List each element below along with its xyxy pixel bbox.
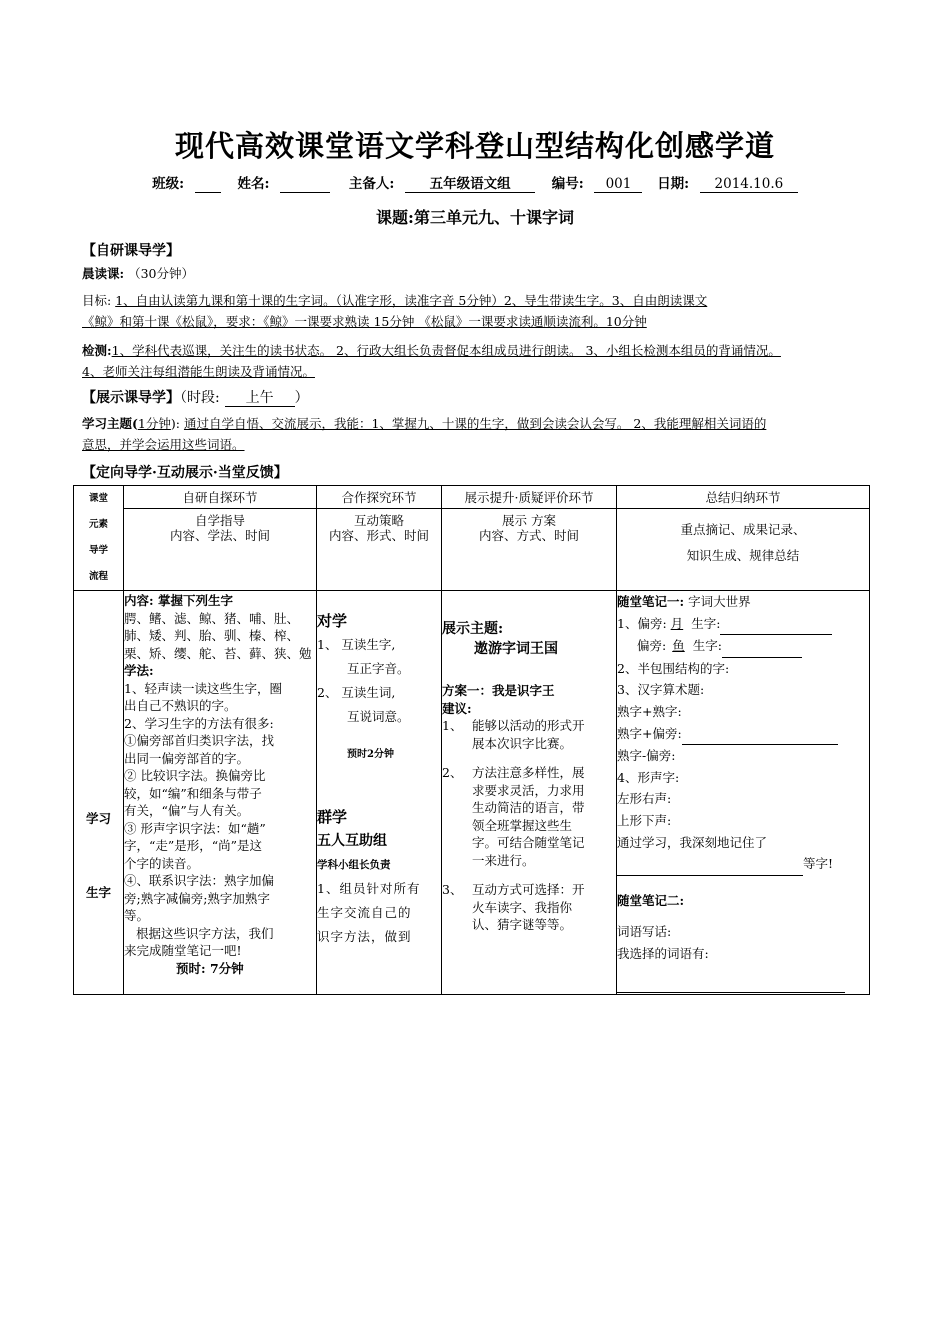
c4-r9: 左形右声: bbox=[617, 791, 672, 807]
c3-plan: 方案一：我是识字王 bbox=[442, 683, 555, 698]
c3-theme-label: 展示主题: bbox=[442, 621, 504, 637]
c4-r11: 通过学习，我深刻地记住了 bbox=[617, 834, 768, 850]
c2-pair-title: 对学 bbox=[317, 612, 348, 630]
number-field: 001 bbox=[594, 176, 642, 193]
c1-chars-1: 腭、鳍、滤、鲸、猪、哺、肚、 bbox=[124, 610, 300, 626]
preparer-field: 五年级语文组 bbox=[405, 176, 535, 193]
theme-line-1: 通过自学自悟、交流展示，我能：1、掌握九、十课的生字，做到会读会认会写。 2、我能理解相关词语的 bbox=[183, 416, 767, 431]
name-label: 姓名: bbox=[237, 176, 270, 192]
c3-s2-4: 领全班掌握这些生 bbox=[472, 817, 573, 833]
c2-time: 预时2分钟 bbox=[347, 749, 394, 760]
class-label: 班级: bbox=[152, 176, 185, 192]
c4-note1-label: 随堂笔记一: bbox=[617, 594, 685, 609]
c2-p2b: 互说词意。 bbox=[347, 709, 410, 724]
c1-m2: 2、学习生字的方法有很多: bbox=[124, 715, 274, 731]
c3-s3-1: 互动方式可选择：开 bbox=[472, 882, 585, 897]
goal-label: 目标: bbox=[82, 293, 112, 308]
c4-r1-blank[interactable] bbox=[720, 613, 832, 636]
c4-r12-blank[interactable] bbox=[617, 853, 803, 876]
c4-r2-blank[interactable] bbox=[722, 635, 802, 658]
c4-r1-suffix: 生字: bbox=[691, 615, 721, 631]
c4-r1-radical: 月 bbox=[670, 615, 684, 631]
col3-sub-1: 展示 方案 bbox=[502, 513, 556, 529]
col4-title: 总结归纳环节 bbox=[617, 486, 870, 509]
c4-note1-title: 字词大世界 bbox=[688, 594, 751, 609]
coop-cell bbox=[317, 591, 442, 995]
col4-sub-1: 重点摘记、成果记录、 bbox=[680, 522, 806, 538]
col2-sub-1: 互动策略 bbox=[353, 513, 404, 529]
c2-group-title: 群学 bbox=[317, 808, 348, 826]
c3-s2-1: 方法注意多样性，展 bbox=[472, 765, 585, 780]
period-label: （时段: bbox=[180, 390, 220, 406]
c4-r13: 词语写话: bbox=[617, 924, 672, 940]
col3-title: 展示提升·质疑评价环节 bbox=[442, 486, 617, 509]
c4-note2-label: 随堂笔记二: bbox=[617, 892, 685, 908]
flow-header-1: 课堂 bbox=[88, 493, 108, 504]
period-close: ） bbox=[294, 390, 309, 406]
c1-m2c-2: 字，“走”是形，“尚”是这 bbox=[124, 838, 263, 853]
flow-header-4: 流程 bbox=[88, 571, 108, 582]
c2-group-lead: 学科小组长负责 bbox=[317, 859, 391, 871]
goal-block bbox=[82, 290, 872, 332]
c1-m2a-2: 出同一偏旁部首的字。 bbox=[124, 750, 250, 766]
date-label: 日期: bbox=[657, 176, 690, 192]
row-label-2: 生字 bbox=[85, 885, 111, 900]
c3-step-1 bbox=[442, 717, 616, 752]
col4-sub bbox=[617, 509, 870, 591]
c1-time: 预时: 7分钟 bbox=[176, 960, 244, 976]
class-field[interactable] bbox=[195, 176, 221, 193]
c4-r10: 上形下声: bbox=[617, 812, 672, 828]
c4-r12-suffix: 等字! bbox=[803, 856, 834, 872]
c1-m2d-3: 等。 bbox=[124, 908, 150, 923]
flow-header-2: 元素 bbox=[88, 519, 108, 530]
date-field: 2014.10.6 bbox=[700, 176, 798, 193]
c3-step-3 bbox=[442, 881, 616, 934]
c4-r1-label: 1、偏旁: bbox=[617, 615, 667, 631]
c1-m1-1: 1、轻声读一读这些生字，圈 bbox=[124, 680, 282, 696]
c1-chars-2: 肺、矮、判、胎、驯、榛、榨、 bbox=[124, 628, 300, 643]
show-cell bbox=[442, 591, 617, 995]
c4-r14: 我选择的词语有: bbox=[617, 945, 709, 961]
c2-group-text-1: 1、组员针对所有 bbox=[317, 881, 421, 896]
c1-m2a-1: ①偏旁部首归类识字法，找 bbox=[124, 733, 275, 748]
c3-s2-3: 生动简洁的语言，带 bbox=[472, 800, 585, 815]
guide-table bbox=[73, 485, 870, 995]
c2-p1a: 1、 互读生字, bbox=[317, 637, 396, 652]
c1-end-1: 根据这些识字方法，我们 bbox=[136, 925, 274, 941]
c2-group-text-3: 识字方法，做到 bbox=[317, 929, 412, 944]
show-study-heading bbox=[82, 387, 309, 407]
c2-group-text-2: 生字交流自己的 bbox=[317, 905, 412, 920]
c1-m2c-1: ③ 形声字识字法：如“趟” bbox=[124, 820, 266, 836]
c3-s1-1: 能够以活动的形式开 bbox=[472, 718, 585, 733]
row-label-cell bbox=[74, 591, 124, 995]
c4-r2-radical: 鱼 bbox=[672, 638, 685, 654]
c1-m2d-1: ④、联系识字法：熟字加偏 bbox=[124, 873, 275, 888]
flow-header-cell bbox=[74, 486, 124, 591]
theme-close: ): bbox=[170, 416, 180, 431]
c3-advice: 建议: bbox=[442, 700, 472, 716]
study-theme bbox=[82, 413, 872, 455]
col4-sub-2: 知识生成、规律总结 bbox=[686, 548, 800, 564]
theme-line-2: 意思，并学会运用这些词语。 bbox=[82, 437, 245, 452]
c3-s3-3: 认、猜字谜等等。 bbox=[472, 917, 573, 932]
c3-theme-value: 遨游字词王国 bbox=[474, 640, 558, 657]
flow-header-3: 导学 bbox=[88, 545, 108, 556]
c3-s2-6: 一来进行。 bbox=[472, 852, 535, 868]
c1-m2b-1: ② 比较识字法。换偏旁比 bbox=[124, 768, 266, 783]
col2-sub bbox=[317, 509, 442, 591]
col3-sub-2: 内容、方式、时间 bbox=[478, 528, 579, 544]
c4-r2-label: 偏旁: bbox=[637, 638, 667, 654]
col1-sub-2: 内容、学法、时间 bbox=[169, 528, 270, 544]
theme-time: 1分钟 bbox=[137, 416, 171, 431]
c3-s1-2: 展本次识字比赛。 bbox=[472, 735, 573, 751]
c1-method-label: 学法: bbox=[124, 663, 154, 678]
c2-p1b: 互正字音。 bbox=[347, 661, 410, 676]
check-line-2: 4、老师关注每组潜能生朗读及背诵情况。 bbox=[82, 364, 315, 379]
c1-m2d-2: 旁;熟字减偏旁;熟字加熟字 bbox=[124, 890, 270, 906]
c4-r6: 熟字+偏旁: bbox=[617, 725, 682, 741]
row-label-1: 学习 bbox=[85, 811, 111, 826]
col3-sub bbox=[442, 509, 617, 591]
info-line bbox=[0, 172, 950, 193]
c4-r3: 2、半包围结构的字: bbox=[617, 660, 730, 676]
goal-line-1: 1、自由认读第九课和第十课的生字词。（认准字形，读准字音 5分钟）2、导生带读生字。3、自由朗读课文 bbox=[115, 293, 708, 308]
c4-r14-blank[interactable] bbox=[617, 971, 845, 994]
c1-m2b-2: 较，如“编”和细条与带子 bbox=[124, 785, 262, 801]
guide-heading: 【定向导学·互动展示·当堂反馈】 bbox=[82, 465, 288, 481]
c4-r8: 4、形声字: bbox=[617, 769, 680, 785]
col2-title: 合作探究环节 bbox=[317, 486, 442, 509]
goal-line-2: 《鲸》和第十课《松鼠》，要求：《鲸》一课要求熟读 15分钟 《松鼠》一课要求读通顺读流利。10分钟 bbox=[82, 314, 647, 329]
c3-num-1: 1、 bbox=[442, 718, 463, 733]
morning-reading bbox=[82, 263, 872, 284]
page-title: 现代高效课堂语文学科登山型结构化创感学道 bbox=[174, 129, 775, 163]
c3-num-3: 3、 bbox=[442, 882, 463, 897]
c1-chars-3: 栗、矫、缨、舵、苔、藓、狭、勉 bbox=[124, 645, 312, 661]
col1-sub-1: 自学指导 bbox=[194, 513, 245, 529]
lesson-topic: 课题:第三单元九、十课字词 bbox=[376, 208, 574, 227]
self-study-cell bbox=[124, 591, 317, 995]
check-label: 检测: bbox=[82, 343, 112, 358]
col2-sub-2: 内容、形式、时间 bbox=[328, 528, 429, 544]
c3-s3-2: 火车读字、我指你 bbox=[472, 899, 573, 915]
c1-m2c-3: 个字的读音。 bbox=[124, 855, 200, 871]
show-study-title: 【展示课导学】 bbox=[82, 390, 180, 406]
morning-time: （30分钟） bbox=[128, 266, 195, 281]
c4-r7: 熟字-偏旁: bbox=[617, 748, 676, 764]
c1-m1-2: 出自己不熟识的字。 bbox=[124, 698, 237, 713]
check-block bbox=[82, 340, 872, 382]
c4-r4: 3、汉字算术题: bbox=[617, 682, 705, 698]
c3-step-2 bbox=[442, 764, 616, 869]
check-line-1: 1、学科代表巡课，关注生的读书状态。 2、行政大组长负责督促本组成员进行朗读。 3、小组长检测本组员的背诵情况。 bbox=[111, 343, 781, 358]
col1-title: 自研自探环节 bbox=[124, 486, 317, 509]
period-field: 上午 bbox=[225, 390, 295, 407]
c1-content-label: 内容: 掌握下列生字 bbox=[124, 593, 233, 608]
c3-num-2: 2、 bbox=[442, 765, 463, 780]
number-label: 编号: bbox=[551, 176, 584, 192]
preparer-label: 主备人: bbox=[348, 176, 395, 192]
self-study-heading: 【自研课导学】 bbox=[82, 243, 180, 259]
name-field[interactable] bbox=[280, 176, 330, 193]
c2-group-sub: 五人互助组 bbox=[317, 833, 387, 849]
c4-r6-blank[interactable] bbox=[682, 723, 838, 746]
theme-label: 学习主题( bbox=[82, 416, 138, 431]
c1-end-2: 来完成随堂笔记一吧! bbox=[124, 943, 242, 958]
c4-r2-suffix: 生字: bbox=[692, 638, 722, 654]
c4-r5: 熟字+熟字: bbox=[617, 703, 682, 719]
c3-s2-5: 字。可结合随堂笔记 bbox=[472, 835, 585, 850]
c3-s2-2: 求要求灵活，力求用 bbox=[472, 782, 585, 798]
c1-m2b-3: 有关，“偏”与人有关。 bbox=[124, 803, 250, 818]
morning-label: 晨读课: bbox=[82, 266, 125, 281]
col1-sub bbox=[124, 509, 317, 591]
c2-p2a: 2、 互读生词, bbox=[317, 685, 396, 700]
summary-cell bbox=[617, 591, 870, 995]
